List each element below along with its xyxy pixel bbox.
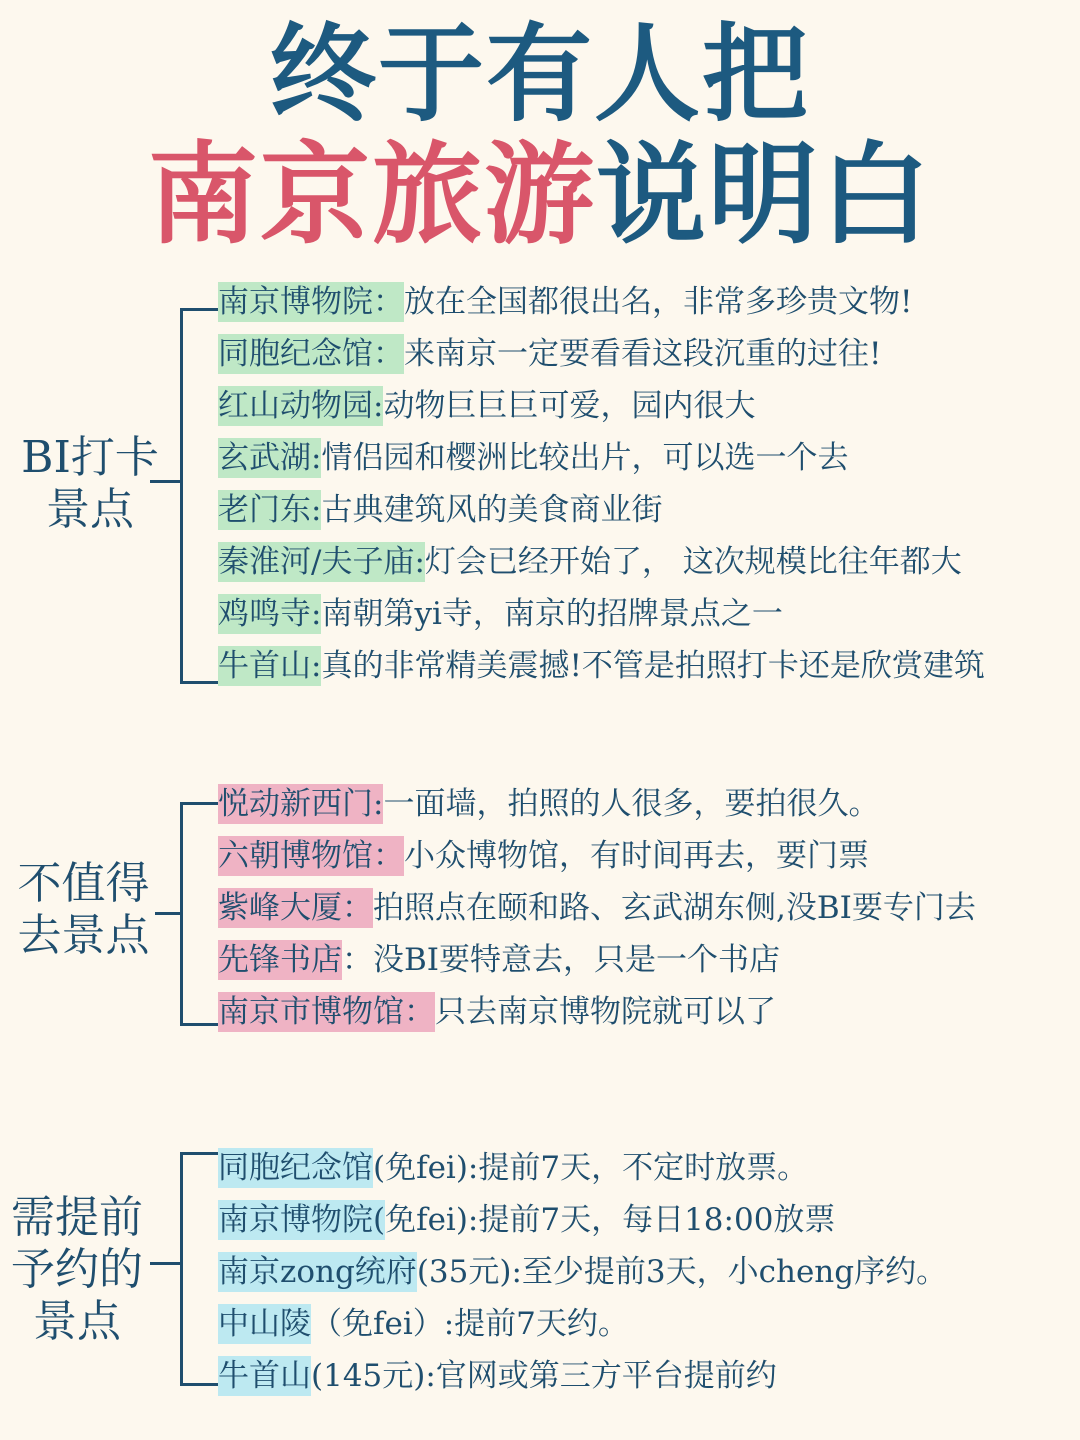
section-label-line: 不值得 <box>17 858 150 909</box>
section-label-line: 去景点 <box>17 910 150 961</box>
list-item <box>218 276 912 328</box>
section-label-line: 景点 <box>33 1296 121 1347</box>
spot-name: 六朝博物馆： <box>218 838 404 874</box>
section-label-line: 需提前 <box>11 1192 143 1243</box>
title-line-2 <box>0 131 1080 259</box>
spot-desc: (免fei):提前7天，不定时放票。 <box>373 1150 809 1186</box>
spot-name: 南京博物院： <box>218 284 404 320</box>
section-label <box>10 432 170 536</box>
list-item <box>218 1142 808 1194</box>
bracket-connector <box>150 1262 180 1265</box>
section-label <box>6 858 161 962</box>
spot-name: 红山动物园: <box>218 388 384 424</box>
list-item <box>218 536 962 588</box>
spot-name: 同胞纪念馆 <box>218 1150 373 1186</box>
list-item <box>218 882 976 934</box>
spot-desc: 拍照点在颐和路、玄武湖东侧,没BI要专门去 <box>373 890 976 926</box>
spot-desc: 放在全国都很出名，非常多珍贵文物! <box>404 284 913 320</box>
spot-name: 同胞纪念馆： <box>218 336 404 372</box>
spot-name: 南京zong统府 <box>218 1254 417 1290</box>
spot-desc: 古典建筑风的美食商业街 <box>321 492 663 528</box>
title-suffix: 说明白 <box>596 131 932 259</box>
spot-name: 秦淮河/夫子庙: <box>218 544 425 580</box>
section-bracket <box>180 1152 221 1386</box>
list-item <box>218 778 879 830</box>
spot-name: 悦动新西门: <box>218 786 384 822</box>
section-bracket <box>180 802 221 1026</box>
list-item <box>218 380 755 432</box>
spot-desc: 小众博物馆，有时间再去，要门票 <box>404 838 869 874</box>
spot-name: 先锋书店 <box>218 942 342 978</box>
spot-name: 鸡鸣寺: <box>218 596 322 632</box>
spot-desc: 免fei):提前7天，每日18:00放票 <box>385 1202 836 1238</box>
spot-name: 南京市博物馆： <box>218 994 435 1030</box>
spot-desc: 南朝第yi寺，南京的招牌景点之一 <box>321 596 783 632</box>
spot-name: 中山陵 <box>218 1306 311 1342</box>
list-item <box>218 1350 777 1402</box>
list-item <box>218 986 776 1038</box>
list-item <box>218 1246 947 1298</box>
list-item <box>218 432 848 484</box>
spot-desc: 只去南京博物院就可以了 <box>435 994 776 1030</box>
section-label <box>2 1192 152 1348</box>
section-bracket <box>180 308 221 684</box>
list-item <box>218 328 881 380</box>
spot-name: 牛首山: <box>218 648 322 684</box>
spot-desc: ：没BI要特意去，只是一个书店 <box>342 942 781 978</box>
spot-name: 南京博物院( <box>218 1202 386 1238</box>
section-label-line: 予约的 <box>11 1244 143 1295</box>
list-item <box>218 588 783 640</box>
section-label-line: BI打卡 <box>21 432 159 483</box>
spot-desc: 情侣园和樱洲比较出片，可以选一个去 <box>321 440 849 476</box>
spot-desc: 动物巨巨巨可爱，园内很大 <box>383 388 756 424</box>
title-line-1: 终于有人把 <box>270 13 810 136</box>
list-item <box>218 1298 629 1350</box>
spot-name: 玄武湖: <box>218 440 322 476</box>
list-item <box>218 640 985 692</box>
list-item <box>218 934 780 986</box>
spot-name: 牛首山 <box>218 1358 311 1394</box>
spot-name: 老门东: <box>218 492 322 528</box>
list-item <box>218 1194 835 1246</box>
spot-desc: 灯会已经开始了， 这次规模比往年都大 <box>424 544 962 580</box>
list-item <box>218 830 869 882</box>
spot-desc: (35元):至少提前3天，小cheng序约。 <box>416 1254 948 1290</box>
spot-name: 紫峰大厦： <box>218 890 373 926</box>
spot-desc: （免fei）:提前7天约。 <box>311 1306 629 1342</box>
section-label-line: 景点 <box>46 484 134 535</box>
spot-desc: (145元):官网或第三方平台提前约 <box>311 1358 777 1394</box>
spot-desc: 真的非常精美震撼!不管是拍照打卡还是欣赏建筑 <box>321 648 985 684</box>
list-item <box>218 484 662 536</box>
spot-desc: 来南京一定要看看这段沉重的过往! <box>404 336 882 372</box>
spot-desc: 一面墙，拍照的人很多，要拍很久。 <box>383 786 880 822</box>
title-highlight: 南京旅游 <box>148 131 596 259</box>
